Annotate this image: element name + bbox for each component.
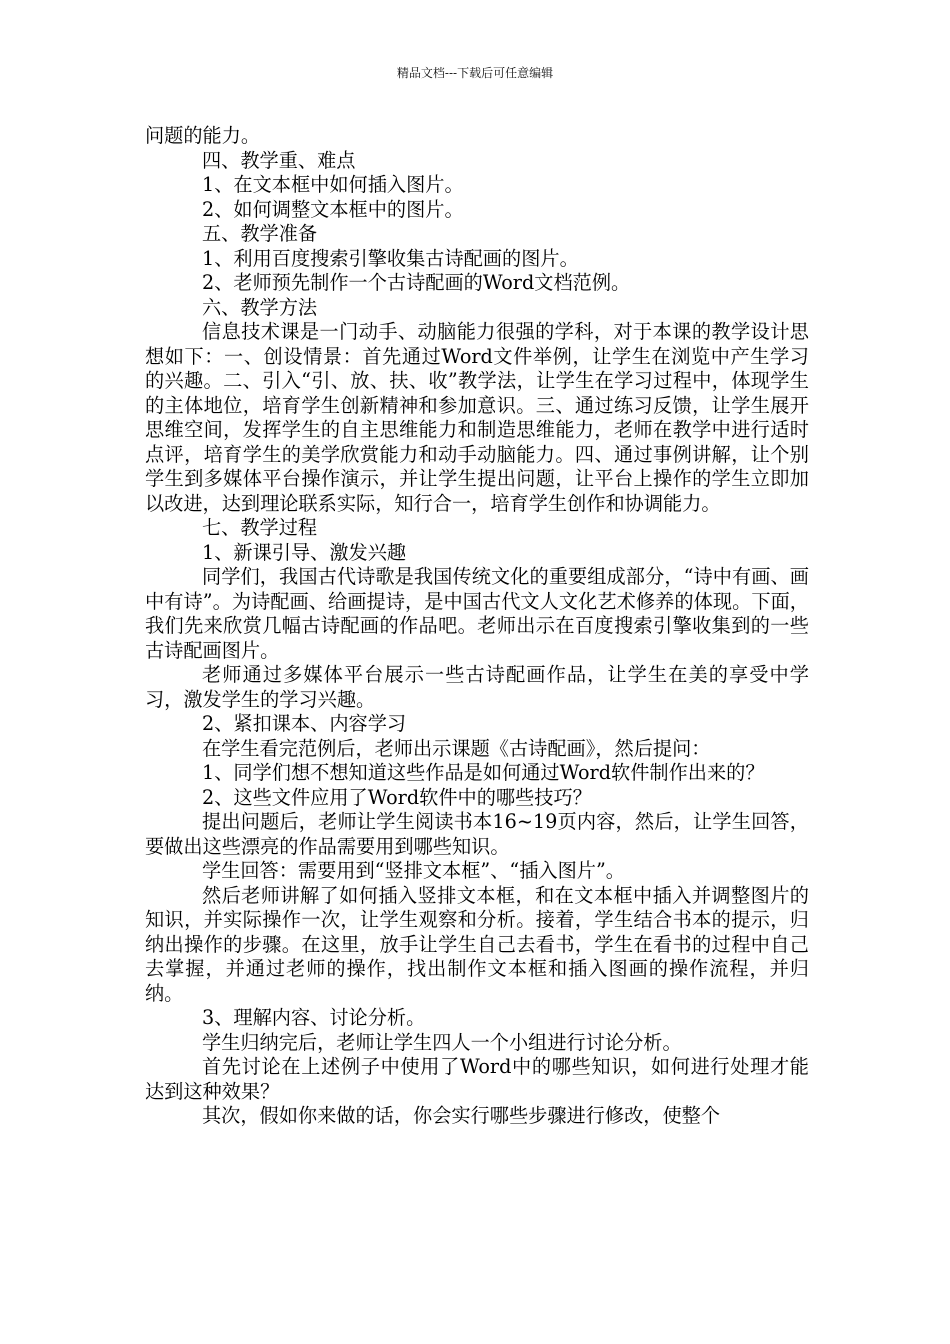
paragraph: 问题的能力。 <box>145 124 261 147</box>
section-heading: 五、教学准备 <box>202 222 318 245</box>
paragraph: 学生归纳完后，老师让学生四人一个小组进行讨论分析。 <box>202 1030 682 1054</box>
section-heading: 六、教学方法 <box>202 295 318 319</box>
paragraph: 其次，假如你来做的话，你会实行哪些步骤进行修改，使整个 <box>202 1104 721 1127</box>
document-body <box>145 124 809 1129</box>
section-heading: 七、教学过程 <box>202 516 318 539</box>
list-item: 1、在文本框中如何插入图片。 <box>202 173 464 196</box>
list-item: 2、如何调整文本框中的图片。 <box>202 197 464 221</box>
subsection-heading: 3、理解内容、讨论分析。 <box>202 1006 426 1029</box>
question-item: 1、同学们想不想知道这些作品是如何通过Word软件制作出来的？ <box>202 761 765 784</box>
list-item: 2、老师预先制作一个古诗配画的Word文档范例。 <box>202 271 631 294</box>
list-item: 1、利用百度搜索引擎收集古诗配画的图片。 <box>202 246 579 270</box>
subsection-heading: 1、新课引导、激发兴趣 <box>202 540 407 564</box>
subsection-heading: 2、紧扣课本、内容学习 <box>202 712 407 735</box>
paragraph: 提出问题后，老师让学生阅读书本16~19页内容，然后，让学生回答，要做出这些漂亮的作品需要用到哪些知识。 <box>145 810 809 858</box>
paragraph: 然后老师讲解了如何插入竖排文本框，和在文本框中插入并调整图片的知识，并实际操作一次，让学生观察和分析。接着，学生结合书本的提示，归纳出操作的步骤。在这里，放手让学生自己去看书，学生在看书的过程中自己去掌握，并通过老师的操作，找出制作文本框和插入图画的操作流程，并归纳。 <box>145 883 809 1005</box>
page-header: 精品文档---下载后可任意编辑 <box>396 66 554 80</box>
paragraph: 同学们，我国古代诗歌是我国传统文化的重要组成部分，“诗中有画、画中有诗”。为诗配画、给画提诗，是中国古代文人文化艺术修养的体现。下面，我们先来欣赏几幅古诗配画的作品吧。老师出示在百度搜索引擎收集到的一些古诗配画图片。 <box>145 565 809 662</box>
paragraph: 学生回答：需要用到“竖排文本框”、“插入图片”。 <box>202 859 625 882</box>
question-item: 2、这些文件应用了Word软件中的哪些技巧？ <box>202 785 592 809</box>
paragraph: 信息技术课是一门动手、动脑能力很强的学科，对于本课的教学设计思想如下：一、创设情景：首先通过Word文件举例，让学生在浏览中产生学习的兴趣。二、引入“引、放、扶、收”教学法，让学生在学习过程中，体现学生的主体地位，培育学生创新精神和参加意识。三、通过练习反馈，让学生展开思维空间，发挥学生的自主思维能力和制造思维能力，老师在教学中进行适时点评，培育学生的美学欣赏能力和动手动脑能力。四、通过事例讲解，让个别学生到多媒体平台操作演示，并让学生提出问题，让平台上操作的学生立即加以改进，达到理论联系实际，知行合一，培育学生创作和协调能力。 <box>145 320 809 515</box>
paragraph: 首先讨论在上述例子中使用了Word中的哪些知识，如何进行处理才能达到这种效果？ <box>145 1055 809 1103</box>
paragraph: 在学生看完范例后，老师出示课题《古诗配画》，然后提问： <box>202 736 711 760</box>
section-heading: 四、教学重、难点 <box>202 148 356 172</box>
paragraph: 老师通过多媒体平台展示一些古诗配画作品，让学生在美的享受中学习，激发学生的学习兴趣。 <box>145 663 809 711</box>
